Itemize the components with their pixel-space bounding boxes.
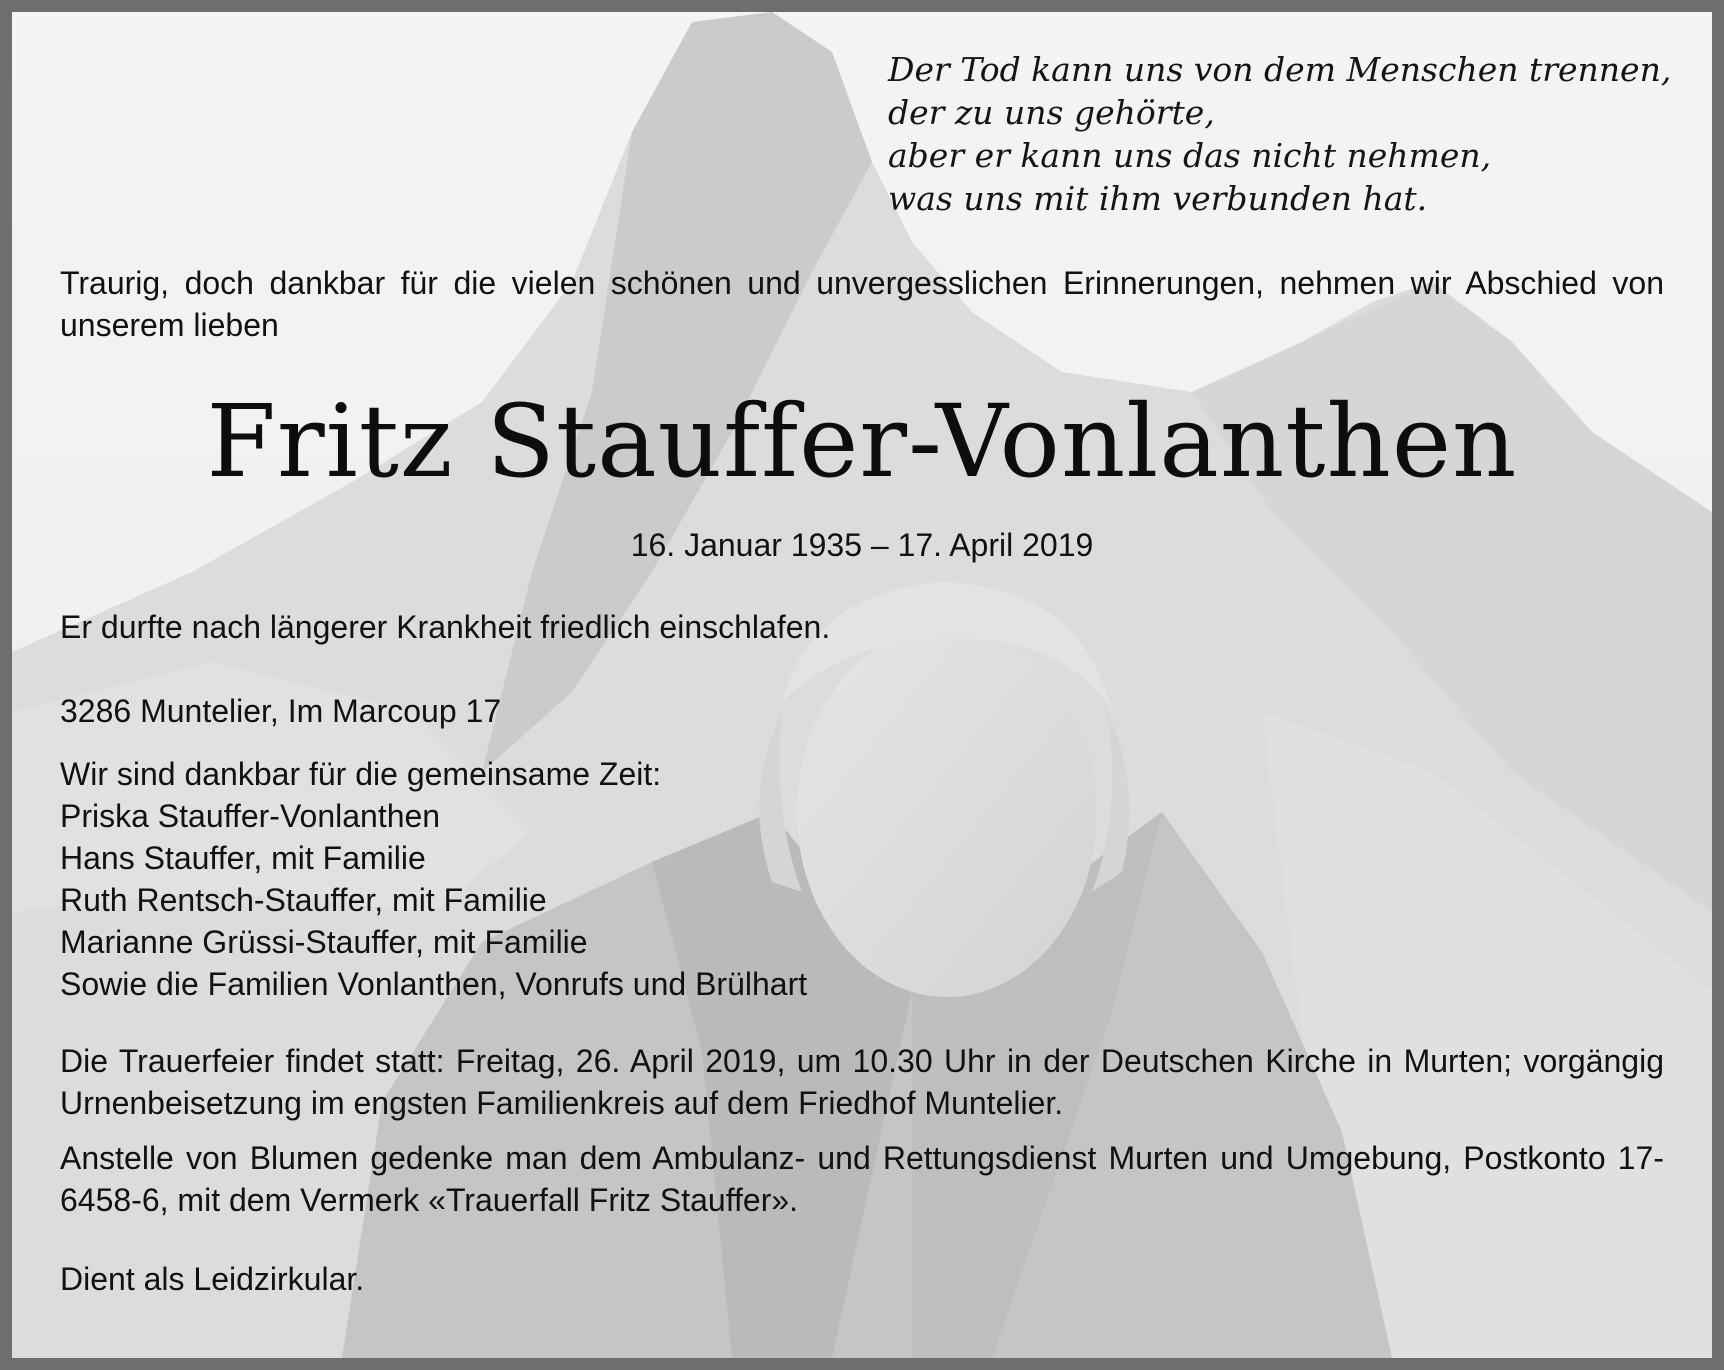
circular-note: Dient als Leidzirkular. <box>60 1261 365 1297</box>
donation-info: Anstelle von Blumen gedenke man dem Ambulanz- und Rettungsdienst Murten und Umgebung, Postkonto 17-6458-6, mit dem Vermerk «Trauerfall Fritz Stauffer». <box>60 1140 1664 1218</box>
poem-line: Der Tod kann uns von dem Menschen trennen, <box>888 50 1672 89</box>
poem-line: was uns mit ihm verbunden hat. <box>888 179 1428 218</box>
poem <box>888 48 1671 220</box>
family-line: Marianne Grüssi-Stauffer, mit Familie <box>60 924 588 960</box>
address: 3286 Muntelier, Im Marcoup 17 <box>60 693 502 729</box>
family-line: Wir sind dankbar für die gemeinsame Zeit: <box>60 756 662 792</box>
family-line: Sowie die Familien Vonlanthen, Vonrufs und Brülhart <box>60 966 808 1002</box>
passing-note: Er durfte nach längerer Krankheit friedlich einschlafen. <box>60 609 831 645</box>
intro-text: Traurig, doch dankbar für die vielen schönen und unvergesslichen Erinnerungen, nehmen wir Abschied von unserem lieben <box>60 265 1664 343</box>
poem-line: aber er kann uns das nicht nehmen, <box>888 136 1492 175</box>
family-line: Hans Stauffer, mit Familie <box>60 840 426 876</box>
family-list <box>60 753 807 1005</box>
family-line: Priska Stauffer-Vonlanthen <box>60 798 441 834</box>
funeral-info: Die Trauerfeier findet statt: Freitag, 26. April 2019, um 10.30 Uhr in der Deutschen Kirche in Murten; vorgängig Urnenbeisetzung im engsten Familienkreis auf dem Friedhof Muntelier. <box>60 1043 1664 1121</box>
deceased-name: Fritz Stauffer-Vonlanthen <box>206 383 1518 500</box>
family-line: Ruth Rentsch-Stauffer, mit Familie <box>60 882 547 918</box>
obituary-card <box>12 12 1712 1358</box>
poem-line: der zu uns gehörte, <box>888 93 1215 132</box>
life-dates: 16. Januar 1935 – 17. April 2019 <box>630 527 1094 563</box>
